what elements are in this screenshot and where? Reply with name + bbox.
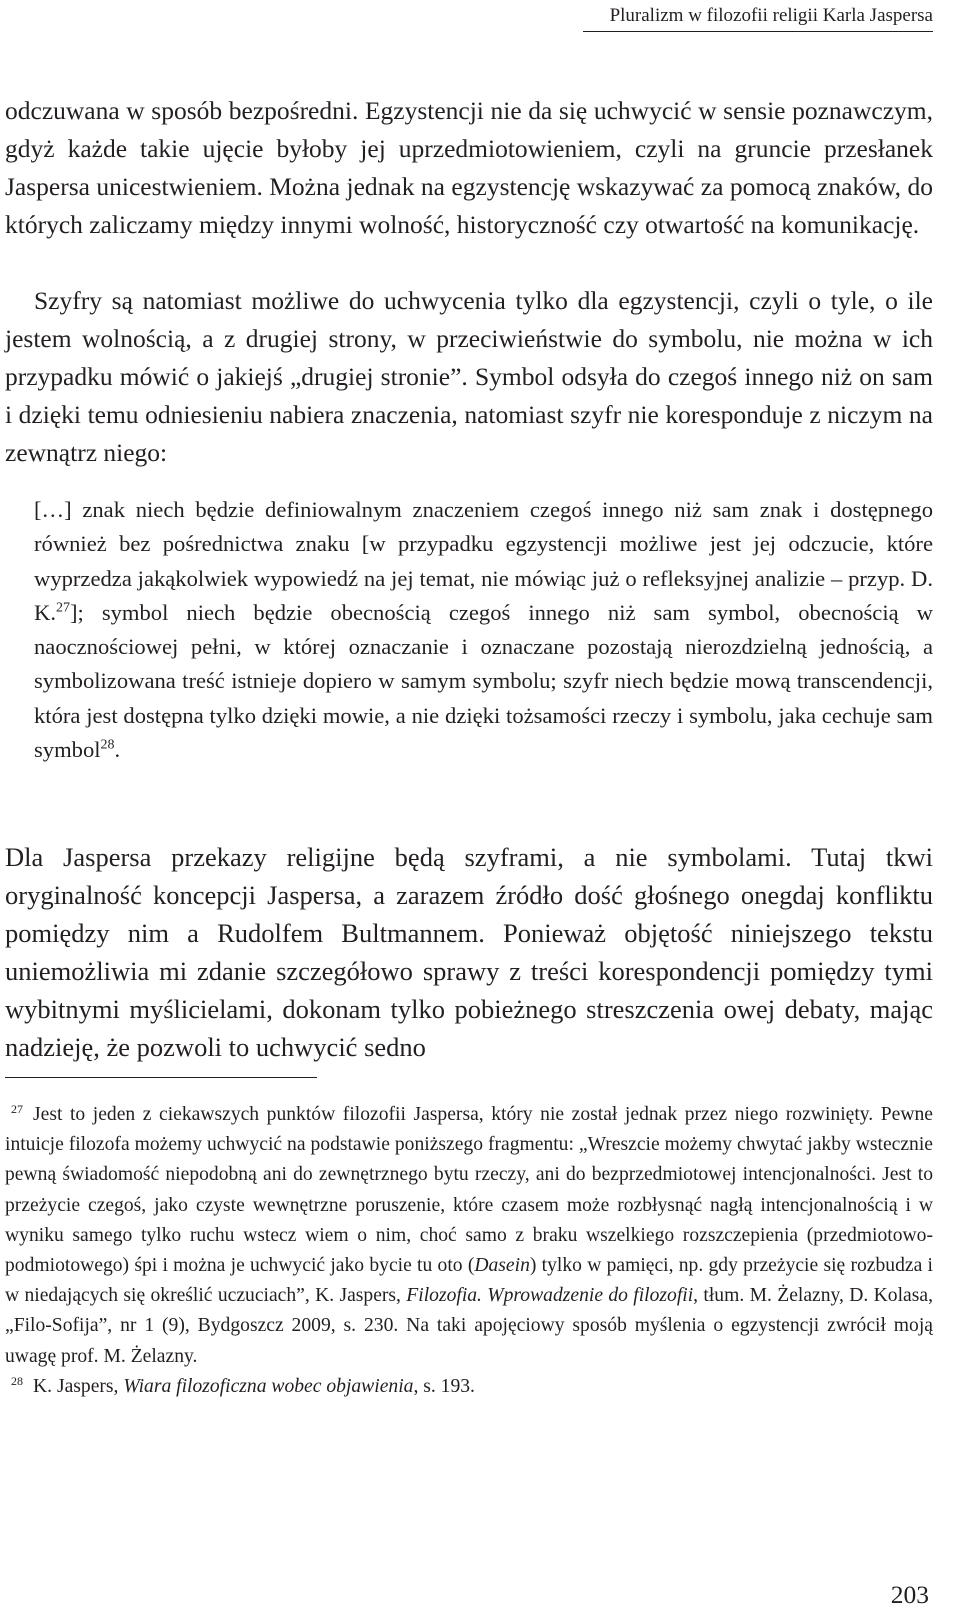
block-quote (34, 493, 933, 767)
quote-text-1: […] znak niech będzie definiowalnym znaczeniem czegoś innego niż sam znak i dostępnego również bez pośrednictwa znaku [w przypadku egzystencji możliwe jest jej odczucie, które wyprzedza jakąkolwiek wypowiedź na jej temat, nie mówiąc już o refleksyjnej analizie – przyp. D. K. (34, 497, 933, 625)
page-number: 203 (890, 1580, 929, 1609)
quote-text-3: . (114, 737, 121, 763)
footnote-text: ) tylko w pamięci, np. gdy przeżycie się rozbudza i w niedających się określić uczuciach”, K. Jaspers, (5, 1255, 933, 1307)
footnote-text: , s. 193. (413, 1375, 475, 1397)
header-rule (583, 31, 933, 32)
footnote-ref-28: 28 (100, 737, 115, 753)
footnote-text: , tłum. M. Żelazny, D. Kolasa, „Filo-Sofija”, nr 1 (9), Bydgoszcz 2009, s. 230. Na taki apojęciowy sposób myślenia o egzystencji zwrócił moją uwagę prof. M. Żelazny. (5, 1285, 933, 1367)
footnote-ref-27: 27 (55, 600, 70, 616)
footnote-text: K. Jaspers, (33, 1375, 124, 1397)
running-head: Pluralizm w filozofii religii Karla Jaspersa (609, 5, 933, 26)
footnote-number: 28 (11, 1374, 23, 1389)
footnote-text: Jest to jeden z ciekawszych punktów filozofii Jaspersa, który nie został jednak przez niego rozwinięty. Pewne intuicje filozofa możemy uchwycić na podstawie poniższego fragmentu: „Wreszcie możemy chwytać jakby wstecznie pewną świadomość niepodobną ani do zewnętrznego bytu rzeczy, ani do bezprzedmiotowej intencjonalności. Jest to przeżycie czegoś, jako czyste wewnętrzne poruszenie, które czasem może rozbłysnąć nagłą intencjonalnością i w wyniku samego tylko ruchu wstecz wiem o nim, choć samo z braku wszelkiego rozszczepienia (przedmiotowo-podmiotowego) śpi i można je uchwycić jako bycie tu oto ( (5, 1104, 933, 1277)
footnote-27 (5, 1100, 933, 1372)
footnote-italic: Wiara filozoficzna wobec objawienia (123, 1375, 414, 1397)
footnotes (5, 1100, 933, 1402)
footnote-rule (5, 1077, 317, 1078)
body-paragraph-3: Dla Jaspersa przekazy religijne będą szyframi, a nie symbolami. Tutaj tkwi oryginalność koncepcji Jaspersa, a zarazem źródło dość głośnego onegdaj konfliktu pomiędzy nim a Rudolfem Bultmannem. Ponieważ objętość niniejszego tekstu uniemożliwia mi zdanie szczegółowo sprawy z treści korespondencji pomiędzy tymi wybitnymi myślicielami, dokonam tylko pobieżnego streszczenia owej debaty, mając nadzieję, że pozwoli to uchwycić sedno (5, 842, 933, 1063)
footnote-italic: Filozofia. Wprowadzenie do filozofii (406, 1285, 694, 1307)
quote-text-2: ]; symbol niech będzie obecnością czegoś innego niż sam symbol, obecnością w naocznościowej pełni, w której oznaczanie i oznaczane pozostają nierozdzielną jednością, a symbolizowana treść istnieje dopiero w samym symbolu; szyfr niech będzie mową transcendencji, która jest dostępna tylko dzięki mowie, a nie dzięki tożsamości rzeczy i symbolu, jaka cechuje sam symbol (34, 599, 933, 763)
body-paragraph-1: odczuwana w sposób bezpośredni. Egzystencji nie da się uchwycić w sensie poznawczym, gdyż każde takie ujęcie byłoby jej uprzedmiotowieniem, czyli na gruncie przesłanek Jaspersa unicestwieniem. Można jednak na egzystencję wskazywać za pomocą znaków, do których zaliczamy między innymi wolność, historyczność czy otwartość na komunikację. (5, 96, 933, 240)
footnote-number: 27 (11, 1102, 23, 1117)
footnote-28 (5, 1372, 933, 1402)
footnote-italic: Dasein (474, 1255, 530, 1277)
body-paragraph-2: Szyfry są natomiast możliwe do uchwycenia tylko dla egzystencji, czyli o tyle, o ile jestem wolnością, a z drugiej strony, w przeciwieństwie do symbolu, nie można w ich przypadku mówić o jakiejś „drugiej stronie”. Symbol odsyła do czegoś innego niż on sam i dzięki temu odniesieniu nabiera znaczenia, natomiast szyfr nie koresponduje z niczym na zewnątrz niego: (5, 286, 933, 468)
